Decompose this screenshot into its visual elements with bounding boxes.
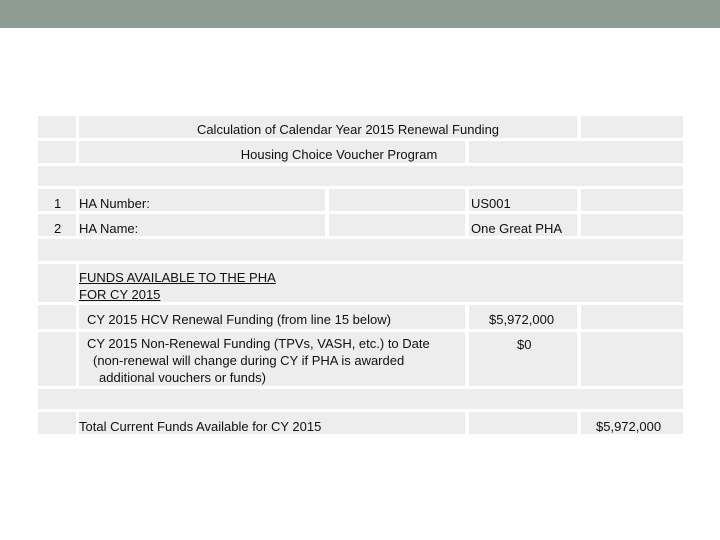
row-number: 2 xyxy=(54,221,62,236)
table-cell xyxy=(469,412,577,434)
top-accent-bar xyxy=(0,0,720,28)
nonrenewal-funding-label: (non-renewal will change during CY if PHA is awarded xyxy=(93,353,405,368)
nonrenewal-funding-label: CY 2015 Non-Renewal Funding (TPVs, VASH, etc.) to Date xyxy=(87,336,430,351)
table-cell xyxy=(581,189,683,211)
table-cell xyxy=(581,305,683,329)
table-cell xyxy=(581,332,683,386)
total-funds-label: Total Current Funds Available for CY 2015 xyxy=(79,419,322,434)
table-cell xyxy=(38,412,76,434)
table-cell xyxy=(329,214,465,236)
table-cell xyxy=(329,189,465,211)
table-cell xyxy=(38,166,683,186)
renewal-funding-value: $5,972,000 xyxy=(489,312,555,327)
table-cell xyxy=(38,239,683,261)
ha-number-label: HA Number: xyxy=(79,196,150,211)
nonrenewal-funding-value: $0 xyxy=(517,337,532,352)
table-cell xyxy=(38,116,76,138)
table-cell xyxy=(581,214,683,236)
ha-name-value: One Great PHA xyxy=(471,221,563,236)
funds-heading-line: FUNDS AVAILABLE TO THE PHA xyxy=(79,270,276,285)
total-funds-value: $5,972,000 xyxy=(596,419,662,434)
table-cell xyxy=(38,305,76,329)
table-cell xyxy=(38,141,76,163)
table-cell xyxy=(38,264,76,302)
table-title: Calculation of Calendar Year 2015 Renewal Funding xyxy=(196,122,500,137)
table-cell xyxy=(38,389,683,409)
ha-number-value: US001 xyxy=(471,196,511,211)
ha-name-label: HA Name: xyxy=(79,221,139,236)
row-number: 1 xyxy=(54,196,62,211)
funds-heading-line: FOR CY 2015 xyxy=(79,287,161,302)
table-subtitle: Housing Choice Voucher Program xyxy=(240,147,438,162)
renewal-funding-label: CY 2015 HCV Renewal Funding (from line 15 below) xyxy=(87,312,391,327)
nonrenewal-funding-label: additional vouchers or funds) xyxy=(99,370,266,385)
table-cell xyxy=(38,332,76,386)
